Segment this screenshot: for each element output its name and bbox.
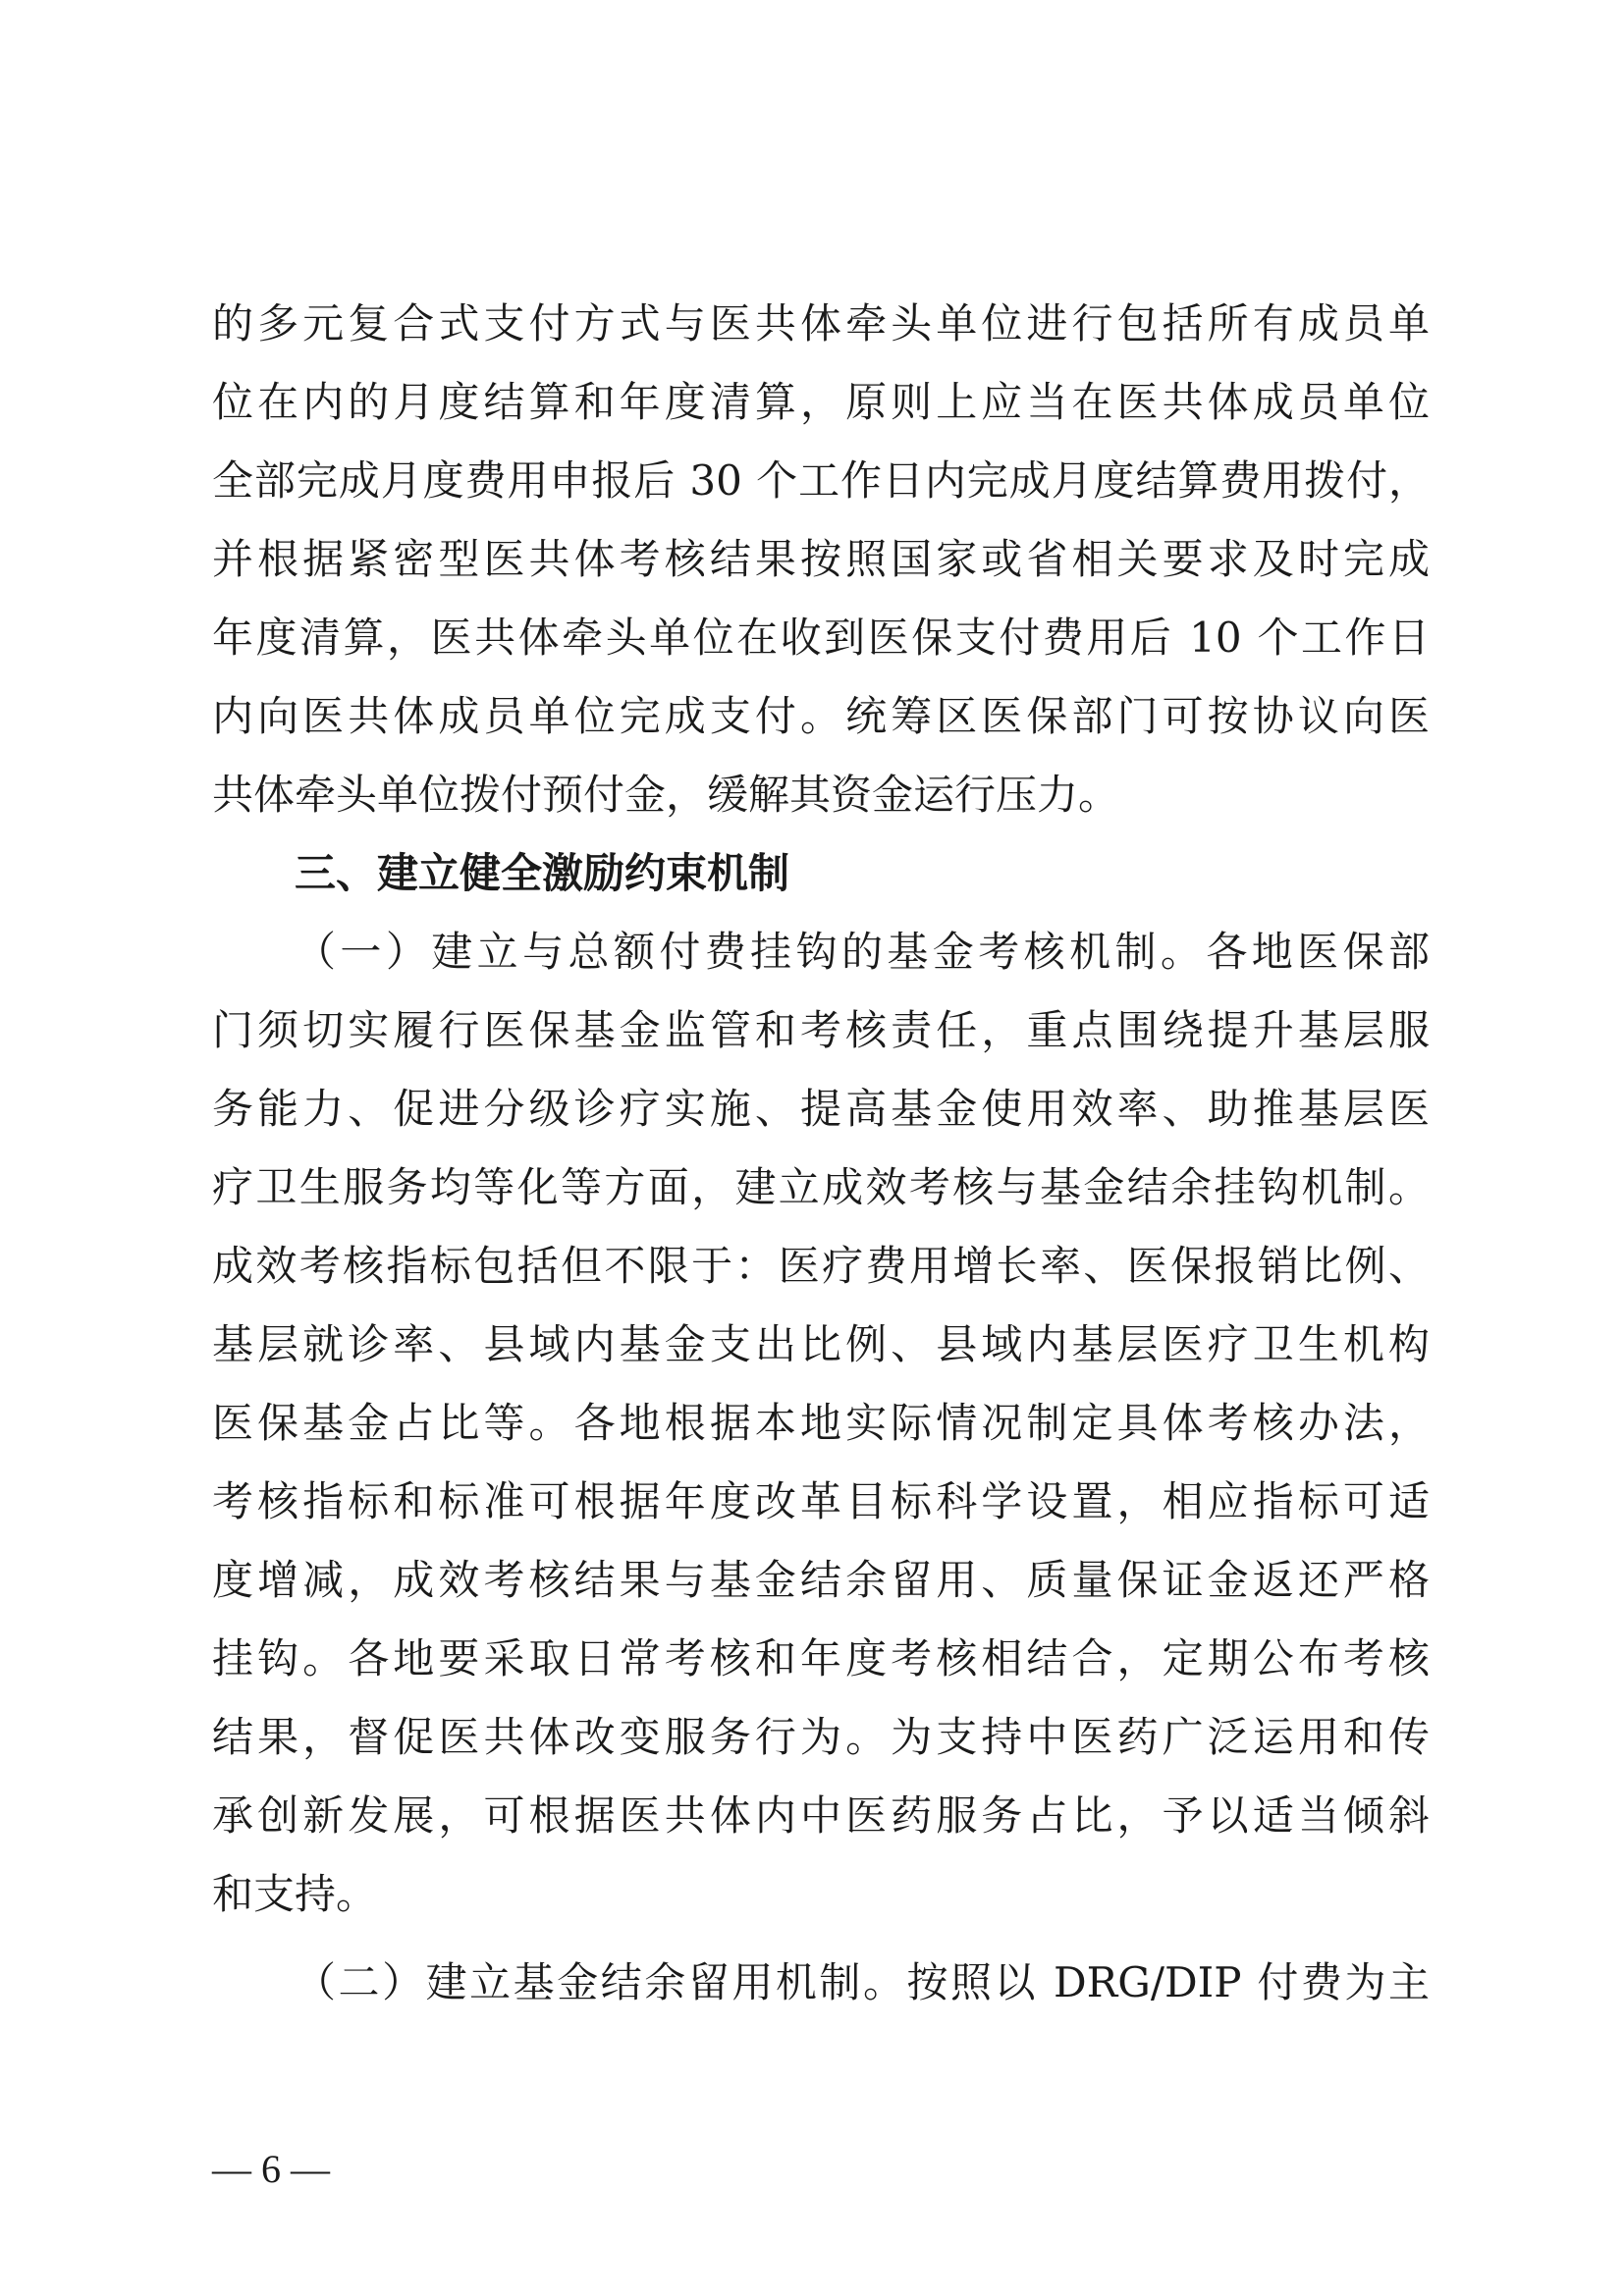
body-text-line: 的多元复合式支付方式与医共体牵头单位进行包括所有成员单 bbox=[212, 299, 1430, 347]
body-text-line: 和支持。 bbox=[212, 1870, 378, 1918]
body-text-line: 疗卫生服务均等化等方面，建立成效考核与基金结余挂钩机制。 bbox=[212, 1163, 1430, 1211]
body-text-line: 考核指标和标准可根据年度改革目标科学设置，相应指标可适 bbox=[212, 1477, 1430, 1525]
subsection-heading-line: （二）建立基金结余留用机制。按照以 DRG/DIP 付费为主 bbox=[295, 1958, 1430, 2006]
body-text-line: 承创新发展，可根据医共体内中医药服务占比，予以适当倾斜 bbox=[212, 1791, 1430, 1840]
body-text-line: 成效考核指标包括但不限于：医疗费用增长率、医保报销比例、 bbox=[212, 1242, 1430, 1290]
body-text-line: 年度清算，医共体牵头单位在收到医保支付费用后 10 个工作日 bbox=[212, 614, 1430, 662]
body-text-line: 共体牵头单位拨付预付金，缓解其资金运行压力。 bbox=[212, 771, 1120, 819]
section-heading: 三、建立健全激励约束机制 bbox=[295, 849, 790, 897]
body-text-line: 度增减，成效考核结果与基金结余留用、质量保证金返还严格 bbox=[212, 1556, 1430, 1604]
body-text-line: 基层就诊率、县域内基金支出比例、县域内基层医疗卫生机构 bbox=[212, 1320, 1430, 1368]
page-number: — 6 — bbox=[212, 2147, 330, 2191]
subsection-heading-line: （一）建立与总额付费挂钩的基金考核机制。各地医保部 bbox=[295, 928, 1430, 976]
body-text-line: 务能力、促进分级诊疗实施、提高基金使用效率、助推基层医 bbox=[212, 1085, 1430, 1133]
body-text-line: 位在内的月度结算和年度清算，原则上应当在医共体成员单位 bbox=[212, 378, 1430, 426]
body-text-line: 医保基金占比等。各地根据本地实际情况制定具体考核办法， bbox=[212, 1399, 1430, 1447]
body-text-line: 全部完成月度费用申报后 30 个工作日内完成月度结算费用拨付， bbox=[212, 456, 1430, 505]
body-text-line: 结果，督促医共体改变服务行为。为支持中医药广泛运用和传 bbox=[212, 1713, 1430, 1761]
body-text-line: 并根据紧密型医共体考核结果按照国家或省相关要求及时完成 bbox=[212, 535, 1430, 583]
body-text-line: 挂钩。各地要采取日常考核和年度考核相结合，定期公布考核 bbox=[212, 1634, 1430, 1682]
body-text-line: 门须切实履行医保基金监管和考核责任，重点围绕提升基层服 bbox=[212, 1006, 1430, 1054]
body-text-line: 内向医共体成员单位完成支付。统筹区医保部门可按协议向医 bbox=[212, 692, 1430, 740]
